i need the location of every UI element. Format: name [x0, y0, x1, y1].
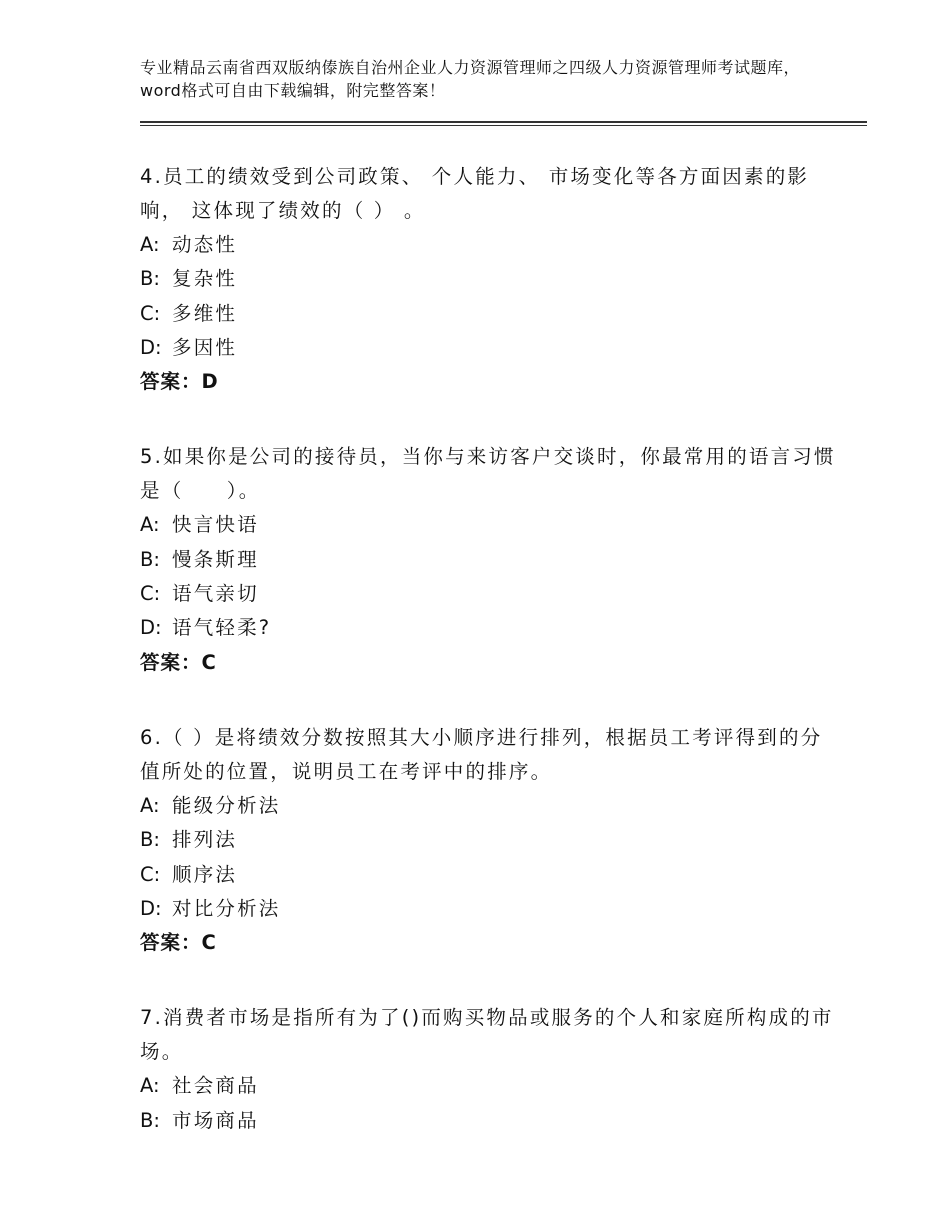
option-d: [140, 892, 840, 926]
question-7: [140, 1001, 840, 1138]
option-b: [140, 823, 840, 857]
option-b: [140, 1104, 840, 1138]
question-text: 5.如果你是公司的接待员，当你与来访客户交谈时，你最常用的语言习惯是（ ）。: [140, 445, 836, 503]
option-letter: D:: [140, 616, 162, 640]
document-header: 专业精品云南省西双版纳傣族自治州企业人力资源管理师之四级人力资源管理师考试题库，word格式可自由下载编辑，附完整答案！: [140, 58, 801, 100]
question-list: [140, 160, 840, 1179]
option-letter: C:: [140, 301, 161, 325]
option-b: [140, 262, 840, 296]
header-rule-thin: [140, 125, 867, 126]
option-text: 慢条斯理: [172, 547, 259, 571]
option-text: 社会商品: [172, 1074, 259, 1098]
option-letter: A:: [140, 793, 160, 817]
option-c: [140, 297, 840, 331]
question-4: [140, 160, 840, 399]
option-letter: B:: [140, 267, 160, 291]
question-6: [140, 721, 840, 960]
option-d: [140, 331, 840, 365]
option-text: 多维性: [172, 301, 238, 325]
header-rule-thick: [140, 121, 867, 123]
answer-line: 答案：C: [140, 931, 217, 955]
option-letter: B:: [140, 1108, 160, 1132]
option-text: 快言快语: [172, 513, 259, 537]
option-text: 语气轻柔?: [172, 616, 272, 640]
option-text: 能级分析法: [172, 793, 281, 817]
option-letter: C:: [140, 862, 161, 886]
question-text: 6.（ ）是将绩效分数按照其大小顺序进行排列，根据员工考评得到的分值所处的位置，说明员工在考评中的排序。: [140, 725, 823, 783]
option-letter: A:: [140, 1074, 160, 1098]
option-letter: C:: [140, 582, 161, 606]
option-text: 动态性: [172, 233, 238, 256]
answer-line: 答案：C: [140, 650, 217, 674]
question-text: 4.员工的绩效受到公司政策、 个人能力、 市场变化等各方面因素的影响， 这体现了绩效的（ ） 。: [140, 165, 810, 222]
option-letter: D:: [140, 335, 162, 359]
option-text: 复杂性: [172, 267, 238, 291]
option-letter: B:: [140, 828, 160, 852]
option-a: [140, 789, 840, 823]
question-5: [140, 440, 840, 679]
option-text: 语气亲切: [172, 582, 259, 606]
option-letter: A:: [140, 233, 160, 256]
option-b: [140, 543, 840, 577]
option-text: 排列法: [172, 828, 238, 852]
option-text: 市场商品: [172, 1108, 259, 1132]
option-text: 顺序法: [172, 862, 238, 886]
answer-line: 答案：D: [140, 370, 219, 394]
question-text: 7.消费者市场是指所有为了()而购买物品或服务的个人和家庭所构成的市场。: [140, 1006, 834, 1064]
option-letter: D:: [140, 896, 162, 920]
option-a: [140, 228, 840, 262]
option-text: 多因性: [172, 335, 238, 359]
option-text: 对比分析法: [172, 896, 281, 920]
option-letter: B:: [140, 547, 160, 571]
option-a: [140, 508, 840, 542]
option-d: [140, 611, 840, 645]
option-c: [140, 858, 840, 892]
option-c: [140, 577, 840, 611]
option-letter: A:: [140, 513, 160, 537]
option-a: [140, 1069, 840, 1103]
